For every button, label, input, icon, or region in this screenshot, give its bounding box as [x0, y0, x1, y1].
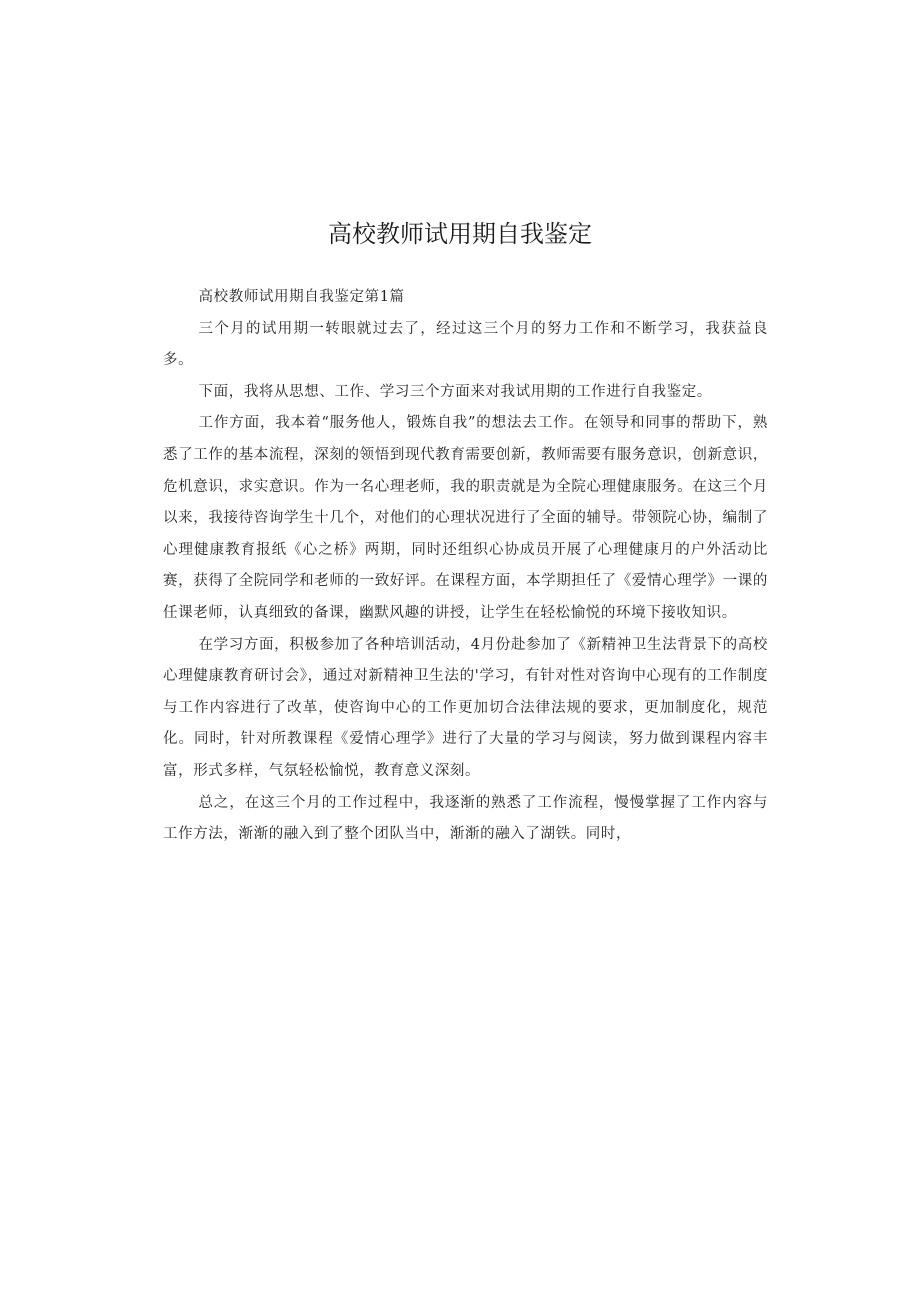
- document-body: [163, 282, 768, 851]
- paragraph-subtitle: 高校教师试用期自我鉴定第1篇: [198, 289, 405, 305]
- document-title: 高校教师试用期自我鉴定: [328, 220, 592, 248]
- paragraph-work: 工作方面，我本着“服务他人，锻炼自我”的想法去工作。在领导和同事的帮助下，熟悉了工作的基本流程，深刻的领悟到现代教育需要创新，教师需要有服务意识，创新意识，危机意识，求实意识。作为一名心理老师，我的职责就是为全院心理健康服务。在这三个月以来，我接待咨询学生十几个，对他们的心理状况进行了全面的辅导。带领院心协，编制了心理健康教育报纸《心之桥》两期，同时还组织心协成员开展了心理健康月的户外活动比赛，获得了全院同学和老师的一致好评。在课程方面，本学期担任了《爱情心理学》一课的任课老师，认真细致的备课，幽默风趣的讲授，让学生在轻松愉悦的环境下接收知识。: [163, 415, 768, 621]
- paragraph-intro: 三个月的试用期一转眼就过去了，经过这三个月的努力工作和不断学习，我获益良多。: [163, 320, 768, 369]
- paragraph-overview: 下面，我将从思想、工作、学习三个方面来对我试用期的工作进行自我鉴定。: [198, 383, 712, 400]
- paragraph-summary: 总之，在这三个月的工作过程中，我逐渐的熟悉了工作流程，慢慢掌握了工作内容与工作方法，渐渐的融入到了整个团队当中，渐渐的融入了湖铁。同时，: [163, 794, 768, 843]
- paragraph-study: 在学习方面，积极参加了各种培训活动，4月份赴参加了《新精神卫生法背景下的高校心理健康教育研讨会》，通过对新精神卫生法的'学习，有针对性对咨询中心现有的工作制度与工作内容进行了改革，使咨询中心的工作更加切合法律法规的要求，更加制度化，规范化。同时，针对所教课程《爱情心理学》进行了大量的学习与阅读，努力做到课程内容丰富，形式多样，气氛轻松愉悦，教育意义深刻。: [163, 636, 768, 779]
